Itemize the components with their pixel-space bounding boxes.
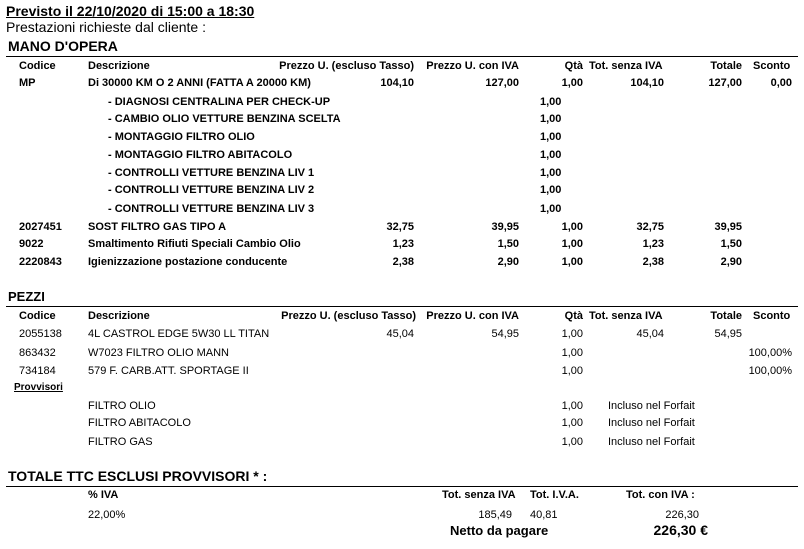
cell-qta: 1,00 <box>561 417 583 429</box>
totals-section-title: TOTALE TTC ESCLUSI PROVVISORI * : <box>8 468 268 484</box>
cell-qta: 1,00 <box>561 221 583 233</box>
col-codice: Codice <box>19 60 56 72</box>
col-qta: Qtà <box>564 60 583 72</box>
col-prezzo-escl <box>279 60 414 72</box>
cell-prezzo-iva: 39,95 <box>491 221 519 233</box>
cell-descrizione: Di 30000 KM O 2 ANNI (FATTA A 20000 KM) <box>88 77 311 89</box>
cell-codice: 9022 <box>19 238 44 250</box>
cell-descrizione: Smaltimento Rifiuti Speciali Cambio Olio <box>88 238 301 250</box>
cell-qta: 1,00 <box>561 77 583 89</box>
sub-item-desc: - CONTROLLI VETTURE BENZINA LIV 1 <box>108 167 315 179</box>
tot-iva-value: 40,81 <box>530 509 558 521</box>
cell-codice: 863432 <box>19 347 56 359</box>
sub-item-desc: - DIAGNOSI CENTRALINA PER CHECK-UP <box>108 96 331 108</box>
sub-item-desc: - CONTROLLI VETTURE BENZINA LIV 2 <box>108 184 315 196</box>
cell-qta: 1,00 <box>561 256 583 268</box>
sub-item-desc: - MONTAGGIO FILTRO OLIO <box>108 131 255 143</box>
col-tot-iva: Tot. I.V.A. <box>530 489 579 501</box>
iva-rate: 22,00% <box>88 509 126 521</box>
cell-descrizione: FILTRO GAS <box>88 436 153 448</box>
cell-tot-senza: 32,75 <box>636 221 664 233</box>
col-iva: % IVA <box>88 489 119 501</box>
page-subtitle: Prestazioni richieste dal cliente : <box>6 19 206 35</box>
cell-codice: 2220843 <box>19 256 62 268</box>
col-prezzo-iva <box>426 60 519 72</box>
cell-totale: 1,50 <box>720 238 742 250</box>
cell-prezzo-iva: 127,00 <box>485 77 519 89</box>
cell-qta: 1,00 <box>561 238 583 250</box>
col-prezzo-escl-text: Prezzo U. (escluso Tasso) <box>279 60 414 72</box>
cell-descrizione: SOST FILTRO GAS TIPO A <box>88 221 227 233</box>
parts-divider <box>6 306 798 307</box>
col-codice: Codice <box>19 310 56 322</box>
col-prezzo-escl-text: Prezzo U. (escluso Tasso) <box>281 310 416 322</box>
cell-sconto: 100,00% <box>748 347 792 359</box>
col-totale: Totale <box>710 60 742 72</box>
col-sconto: Sconto <box>753 310 791 322</box>
sub-item-qta: 1,00 <box>540 184 562 196</box>
cell-descrizione: W7023 FILTRO OLIO MANN <box>88 347 229 359</box>
tot-senza-iva-value: 185,49 <box>478 509 512 521</box>
labor-section-title: MANO D'OPERA <box>8 38 118 54</box>
cell-totale: 127,00 <box>708 77 742 89</box>
cell-prezzo-iva: 2,90 <box>497 256 519 268</box>
cell-tot-senza: 45,04 <box>636 328 664 340</box>
cell-tot-senza: 1,23 <box>642 238 664 250</box>
cell-note: Incluso nel Forfait <box>608 436 695 448</box>
cell-qta: 1,00 <box>561 328 583 340</box>
cell-codice: 2027451 <box>19 221 62 233</box>
cell-codice: 2055138 <box>19 328 62 340</box>
cell-qta: 1,00 <box>561 400 583 412</box>
netto-label: Netto da pagare <box>450 523 549 538</box>
col-prezzo-iva <box>426 310 519 322</box>
cell-qta: 1,00 <box>561 436 583 448</box>
col-tot-senza: Tot. senza IVA <box>589 310 663 322</box>
col-prezzo-iva-text: Prezzo U. con IVA <box>426 310 519 322</box>
cell-tot-senza: 104,10 <box>630 77 664 89</box>
col-sconto: Sconto <box>753 60 791 72</box>
cell-qta: 1,00 <box>561 347 583 359</box>
tot-con-iva-value: 226,30 <box>665 509 699 521</box>
sub-item-desc: - CAMBIO OLIO VETTURE BENZINA SCELTA <box>108 113 341 125</box>
sub-item-desc: - CONTROLLI VETTURE BENZINA LIV 3 <box>108 203 315 215</box>
col-tot-con-iva: Tot. con IVA : <box>626 489 695 501</box>
cell-prezzo-escl: 45,04 <box>386 328 414 340</box>
parts-section-title: PEZZI <box>8 289 45 304</box>
col-prezzo-iva-text: Prezzo U. con IVA <box>426 60 519 72</box>
sub-item-qta: 1,00 <box>540 203 562 215</box>
cell-totale: 54,95 <box>714 328 742 340</box>
cell-descrizione: FILTRO ABITACOLO <box>88 417 191 429</box>
col-tot-senza-iva: Tot. senza IVA <box>442 489 516 501</box>
col-qta: Qtà <box>564 310 583 322</box>
cell-prezzo-iva: 54,95 <box>491 328 519 340</box>
cell-sconto: 100,00% <box>748 365 792 377</box>
cell-qta: 1,00 <box>561 365 583 377</box>
totals-divider <box>6 486 798 487</box>
cell-descrizione: FILTRO OLIO <box>88 400 156 412</box>
cell-prezzo-iva: 1,50 <box>497 238 519 250</box>
col-totale: Totale <box>710 310 742 322</box>
sub-item-desc: - MONTAGGIO FILTRO ABITACOLO <box>108 149 293 161</box>
cell-descrizione: Igienizzazione postazione conducente <box>88 256 288 268</box>
provisional-label: Provvisori <box>14 382 63 393</box>
cell-prezzo-escl: 32,75 <box>386 221 414 233</box>
cell-codice: 734184 <box>19 365 56 377</box>
sub-item-qta: 1,00 <box>540 96 562 108</box>
cell-note: Incluso nel Forfait <box>608 400 695 412</box>
col-tot-senza: Tot. senza IVA <box>589 60 663 72</box>
cell-prezzo-escl: 104,10 <box>380 77 414 89</box>
cell-prezzo-escl: 2,38 <box>392 256 414 268</box>
cell-totale: 2,90 <box>720 256 742 268</box>
page-title: Previsto il 22/10/2020 di 15:00 a 18:30 <box>6 3 255 19</box>
cell-codice: MP <box>19 77 36 89</box>
cell-tot-senza: 2,38 <box>642 256 664 268</box>
labor-divider <box>6 56 798 57</box>
cell-totale: 39,95 <box>714 221 742 233</box>
cell-descrizione: 579 F. CARB.ATT. SPORTAGE II <box>88 365 249 377</box>
sub-item-qta: 1,00 <box>540 167 562 179</box>
sub-item-qta: 1,00 <box>540 131 562 143</box>
cell-sconto: 0,00 <box>770 77 792 89</box>
col-descrizione: Descrizione <box>88 60 150 72</box>
cell-descrizione: 4L CASTROL EDGE 5W30 LL TITAN <box>88 328 270 340</box>
cell-note: Incluso nel Forfait <box>608 417 695 429</box>
col-descrizione: Descrizione <box>88 310 150 322</box>
sub-item-qta: 1,00 <box>540 149 562 161</box>
col-prezzo-escl <box>281 310 416 322</box>
netto-value: 226,30 € <box>653 522 708 538</box>
cell-prezzo-escl: 1,23 <box>392 238 414 250</box>
sub-item-qta: 1,00 <box>540 113 562 125</box>
